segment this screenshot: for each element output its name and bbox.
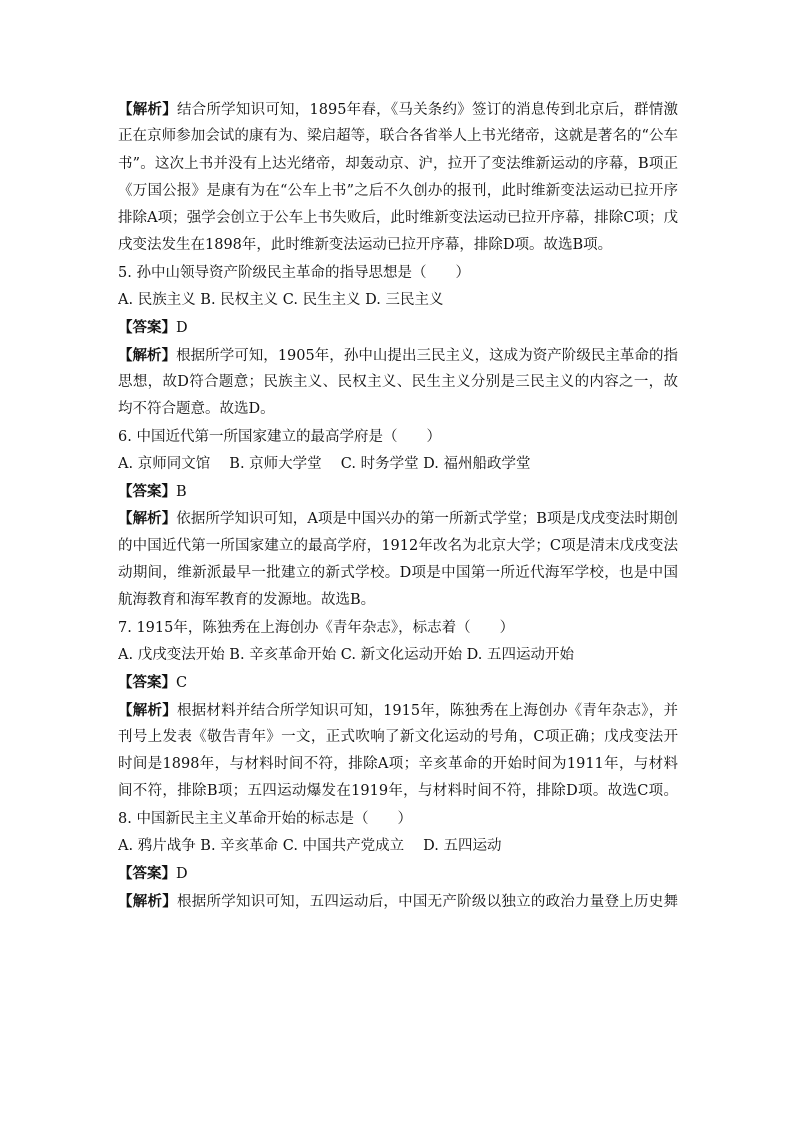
analysis-q4-line-5: 排除A项；强学会创立于公车上书失败后，此时维新变法运动已拉开序幕，排除C项；戊: [118, 210, 678, 227]
analysis-q7-line-1: 【解析】根据材料并结合所学知识可知，1915年，陈独秀在上海创办《青年杂志》，并: [118, 701, 678, 719]
question-8-options: A. 鸦片战争 B. 辛亥革命 C. 中国共产党成立 D. 五四运动: [118, 838, 502, 855]
analysis-q6-line-1: 【解析】依据所学知识可知，A项是中国兴办的第一所新式学堂；B项是戊戌变法时期创: [118, 510, 678, 528]
question-8-stem: 8. 中国新民主主义革命开始的标志是（ ）: [118, 810, 412, 827]
question-7-answer: 【答案】C: [118, 674, 188, 692]
question-7-options: A. 戊戌变法开始 B. 辛亥革命开始 C. 新文化运动开始 D. 五四运动开始: [118, 646, 575, 663]
analysis-q4-line-6: 戌变法发生在1898年，此时维新变法运动已拉开序幕，排除D项。故选B项。: [118, 237, 613, 254]
analysis-q6-line-4: 航海教育和海军教育的发源地。故选B。: [118, 592, 376, 609]
analysis-q5-line-3: 均不符合题意。故选D。: [118, 401, 275, 418]
analysis-q6-line-2: 的中国近代第一所国家建立的最高学府，1912年改名为北京大学；C项是清末戊戌变法: [118, 537, 678, 554]
analysis-q5-line-1: 【解析】根据所学可知，1905年，孙中山提出三民主义，这成为资产阶级民主革命的指: [118, 346, 678, 364]
analysis-q4-line-2: 正在京师参加会试的康有为、梁启超等，联合各省举人上书光绪帝，这就是著名的“公车: [118, 128, 678, 145]
question-6-answer: 【答案】B: [118, 483, 187, 501]
analysis-q6-line-3: 动期间，维新派最早一批建立的新式学校。D项是中国第一所近代海军学校，也是中国: [118, 565, 678, 582]
question-6-options: A. 京师同文馆 B. 京师大学堂 C. 时务学堂 D. 福州船政学堂: [118, 455, 531, 472]
analysis-q4-line-3: 书”。这次上书并没有上达光绪帝，却轰动京、沪，拉开了变法维新运动的序幕，B项正: [118, 155, 678, 172]
analysis-q4-line-1: 【解析】结合所学知识可知，1895年春，《马关条约》签订的消息传到北京后，群情激: [118, 101, 678, 118]
question-5-stem: 5. 孙中山领导资产阶级民主革命的指导思想是（ ）: [118, 264, 470, 281]
analysis-q5-line-2: 思想，故D符合题意；民族主义、民权主义、民生主义分别是三民主义的内容之一，故: [118, 373, 678, 390]
analysis-q7-line-2: 刊号上发表《敬告青年》一文，正式吹响了新文化运动的号角，C项正确；戊戌变法开: [118, 728, 678, 745]
document-page: [118, 96, 678, 915]
analysis-q8-line-1: 【解析】根据所学知识可知，五四运动后，中国无产阶级以独立的政治力量登上历史舞: [118, 892, 678, 910]
question-6-stem: 6. 中国近代第一所国家建立的最高学府是（ ）: [118, 428, 441, 445]
analysis-q4-line-4: 《万国公报》是康有为在“公车上书”之后不久创办的报刊，此时维新变法运动已拉开序: [118, 182, 678, 199]
question-5-options: A. 民族主义 B. 民权主义 C. 民生主义 D. 三民主义: [118, 292, 444, 309]
analysis-q7-line-4: 间不符，排除B项；五四运动爆发在1919年，与材料时间不符，排除D项。故选C项。: [118, 783, 678, 800]
question-7-stem: 7. 1915年，陈独秀在上海创办《青年杂志》，标志着（ ）: [118, 619, 515, 636]
analysis-q7-line-3: 时间是1898年，与材料时间不符，排除A项；辛亥革命的开始时间为1911年，与材料: [118, 756, 678, 773]
question-8-answer: 【答案】D: [118, 865, 188, 883]
question-5-answer: 【答案】D: [118, 319, 188, 337]
